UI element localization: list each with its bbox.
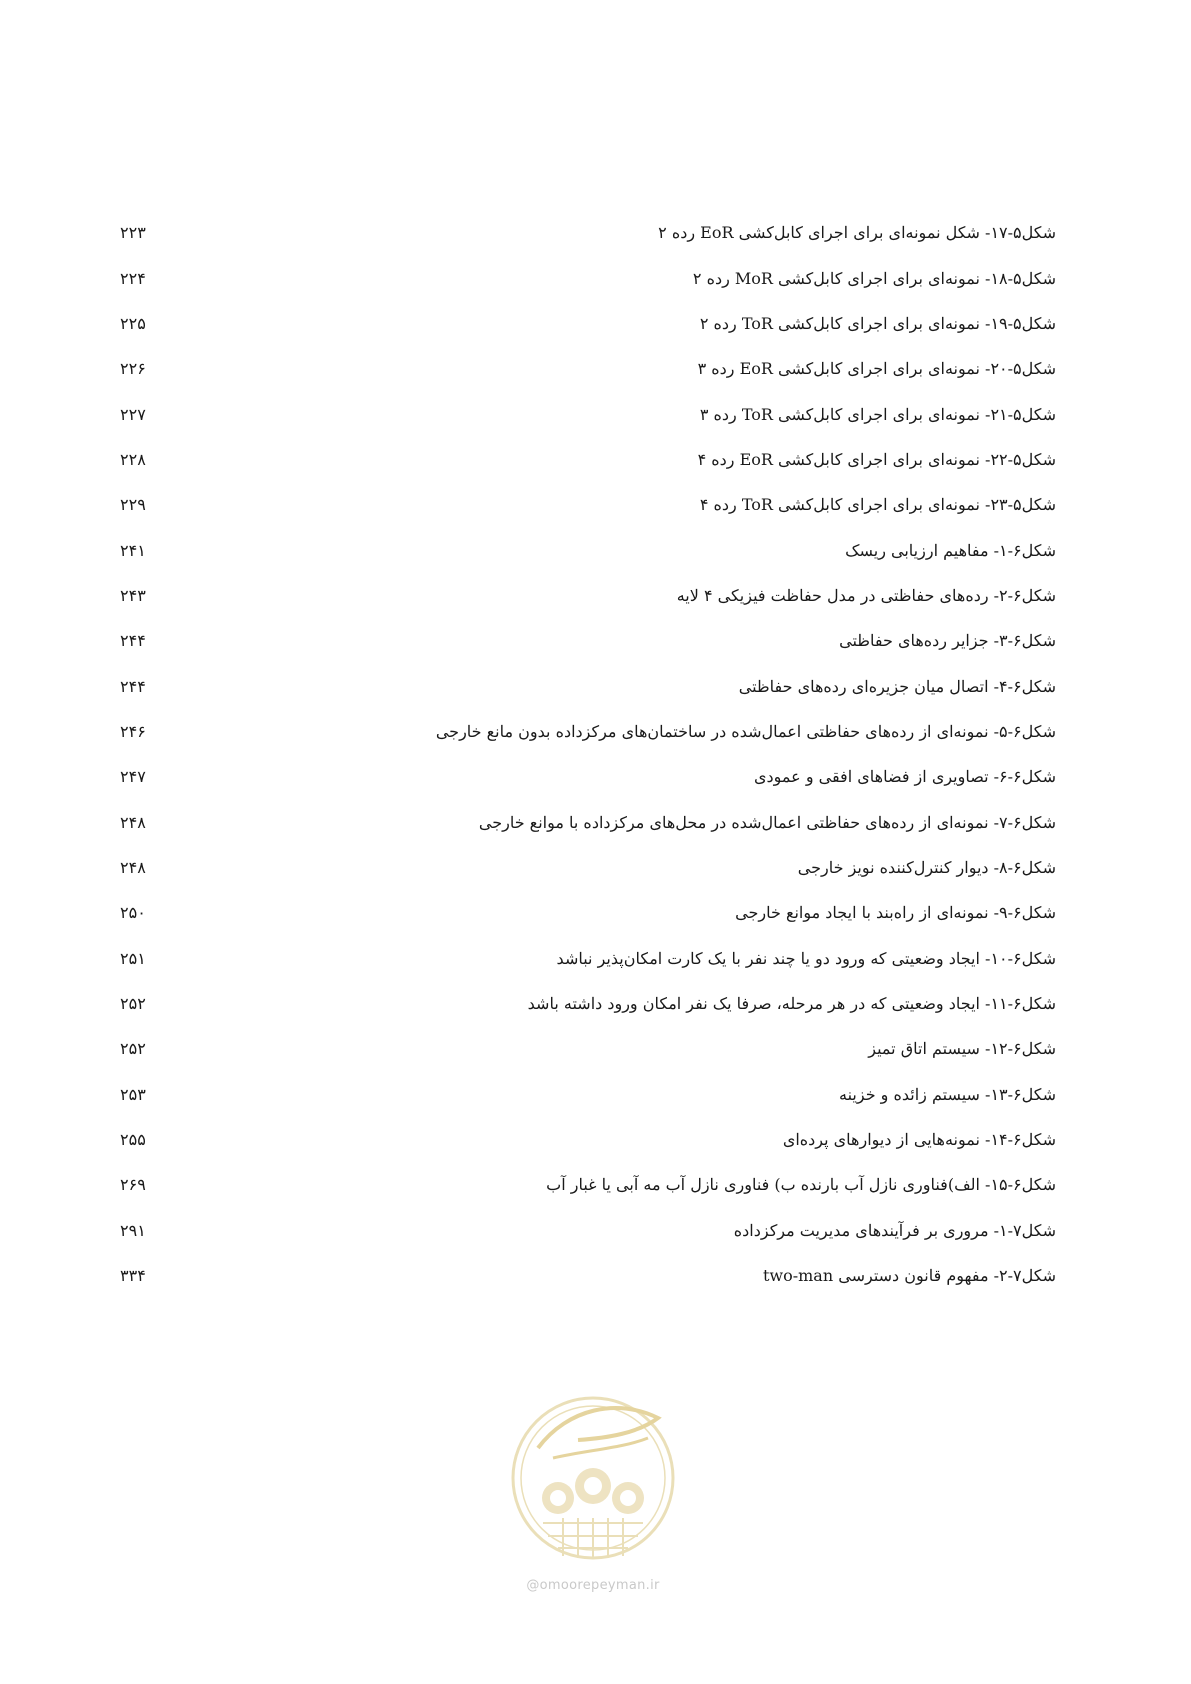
- toc-entry-title: شکل۷-۱- مروری بر فرآیندهای مدیریت مرکزداده: [733, 1220, 1056, 1240]
- toc-entry[interactable]: [120, 391, 1056, 436]
- toc-entry[interactable]: [120, 301, 1056, 346]
- toc-entry-title: شکل۶-۷- نمونه‌ای از رده‌های حفاظتی اعمال‌شده در محل‌های مرکزداده با موانع خارجی: [478, 812, 1056, 832]
- toc-entry-title: شکل۶-۱- مفاهیم ارزیابی ریسک: [845, 540, 1056, 560]
- toc-entry-page-number: ۲۲۳: [120, 223, 146, 243]
- toc-entry-title: شکل۶-۴- اتصال میان جزیره‌ای رده‌های حفاظتی: [738, 676, 1056, 696]
- toc-entry[interactable]: [120, 845, 1056, 890]
- toc-entry[interactable]: [120, 1208, 1056, 1253]
- toc-entry[interactable]: [120, 981, 1056, 1026]
- toc-entry-title: شکل۵-۲۳- نمونه‌ای برای اجرای کابل‌کشی ToR رده ۴: [699, 495, 1056, 515]
- toc-entry-title: شکل۶-۶- تصاویری از فضاهای افقی و عمودی: [754, 767, 1056, 787]
- toc-entry-page-number: ۲۴۱: [120, 540, 146, 560]
- toc-entry-title: شکل۵-۲۲- نمونه‌ای برای اجرای کابل‌کشی EoR رده ۴: [697, 449, 1056, 469]
- toc-entry-title: شکل۵-۱۹- نمونه‌ای برای اجرای کابل‌کشی ToR رده ۲: [699, 313, 1056, 333]
- toc-entry-page-number: ۲۴۶: [120, 721, 146, 741]
- toc-entry-page-number: ۲۵۳: [120, 1084, 146, 1104]
- toc-entry[interactable]: [120, 1162, 1056, 1207]
- toc-entry-title: شکل۶-۱۳- سیستم زائده و خزینه: [839, 1084, 1056, 1104]
- toc-entry-title: شکل۶-۱۴- نمونه‌هایی از دیوارهای پرده‌ای: [782, 1130, 1056, 1150]
- toc-entry-page-number: ۳۳۴: [120, 1266, 146, 1286]
- toc-entry-page-number: ۲۲۶: [120, 359, 146, 379]
- toc-entry-page-number: ۲۴۷: [120, 767, 146, 787]
- toc-entry[interactable]: [120, 754, 1056, 799]
- toc-entry[interactable]: [120, 255, 1056, 300]
- toc-entry-page-number: ۲۴۸: [120, 857, 146, 877]
- toc-entry-title: شکل۶-۳- جزایر رده‌های حفاظتی: [839, 631, 1056, 651]
- toc-entry[interactable]: [120, 1253, 1056, 1298]
- toc-entry-title: شکل۶-۱۵- الف)فناوری نازل آب بارنده ب) فناوری نازل آب مه آبی یا غبار آب: [546, 1175, 1056, 1195]
- toc-entry-title: شکل۵-۱۷- شکل نمونه‌ای برای اجرای کابل‌کشی EoR رده ۲: [658, 223, 1056, 243]
- toc-entry[interactable]: [120, 573, 1056, 618]
- toc-entry-page-number: ۲۲۸: [120, 449, 146, 469]
- toc-entry-page-number: ۲۵۲: [120, 994, 146, 1014]
- toc-entry-page-number: ۲۵۱: [120, 948, 146, 968]
- toc-entry-page-number: ۲۹۱: [120, 1220, 146, 1240]
- toc-entry-page-number: ۲۲۴: [120, 268, 146, 288]
- toc-entry-page-number: ۲۶۹: [120, 1175, 146, 1195]
- watermark-logo: [498, 1378, 688, 1598]
- toc-entry-title: شکل۶-۲- رده‌های حفاظتی در مدل حفاظت فیزیکی ۴ لایه: [676, 585, 1056, 605]
- toc-entry-page-number: ۲۲۹: [120, 495, 146, 515]
- toc-entry-title: شکل۶-۱۱- ایجاد وضعیتی که در هر مرحله، صرفا یک نفر امکان ورود داشته باشد: [527, 994, 1056, 1014]
- omoore-peyman-logo-icon: [498, 1378, 688, 1578]
- toc-entry-title: شکل۵-۲۱- نمونه‌ای برای اجرای کابل‌کشی ToR رده ۳: [699, 404, 1056, 424]
- toc-entry[interactable]: [120, 618, 1056, 663]
- toc-entry-page-number: ۲۴۳: [120, 585, 146, 605]
- toc-entry-title: شکل۵-۲۰- نمونه‌ای برای اجرای کابل‌کشی EoR رده ۳: [697, 359, 1056, 379]
- toc-entry-page-number: ۲۵۰: [120, 903, 146, 923]
- toc-entry[interactable]: [120, 663, 1056, 708]
- toc-entry-title: شکل۶-۵- نمونه‌ای از رده‌های حفاظتی اعمال‌شده در ساختمان‌های مرکزداده بدون مانع خارجی: [435, 721, 1056, 741]
- toc-entry[interactable]: [120, 936, 1056, 981]
- toc-entry[interactable]: [120, 890, 1056, 935]
- toc-entry[interactable]: [120, 346, 1056, 391]
- toc-entry[interactable]: [120, 210, 1056, 255]
- toc-entry-page-number: ۲۲۵: [120, 313, 146, 333]
- toc-entry[interactable]: [120, 482, 1056, 527]
- toc-entry-page-number: ۲۴۴: [120, 676, 146, 696]
- toc-entry-title: شکل۵-۱۸- نمونه‌ای برای اجرای کابل‌کشی MoR رده ۲: [692, 268, 1056, 288]
- watermark-url: @omoorepeyman.ir: [526, 1578, 660, 1593]
- toc-entry[interactable]: [120, 799, 1056, 844]
- toc-entry-page-number: ۲۴۸: [120, 812, 146, 832]
- table-of-figures: [120, 210, 1056, 1298]
- toc-entry[interactable]: [120, 1072, 1056, 1117]
- toc-entry-page-number: ۲۲۷: [120, 404, 146, 424]
- toc-entry[interactable]: [120, 527, 1056, 572]
- toc-entry[interactable]: [120, 1117, 1056, 1162]
- toc-entry[interactable]: [120, 1026, 1056, 1071]
- toc-entry-title: شکل۶-۸- دیوار کنترل‌کننده نویز خارجی: [797, 857, 1056, 877]
- toc-entry-title: شکل۶-۱۰- ایجاد وضعیتی که ورود دو یا چند نفر با یک کارت امکان‌پذیر نباشد: [556, 948, 1056, 968]
- toc-entry-page-number: ۲۵۲: [120, 1039, 146, 1059]
- toc-entry-page-number: ۲۵۵: [120, 1130, 146, 1150]
- toc-entry-title: شکل۷-۲- مفهوم قانون دسترسی two-man: [762, 1266, 1056, 1286]
- toc-entry-page-number: ۲۴۴: [120, 631, 146, 651]
- toc-entry[interactable]: [120, 437, 1056, 482]
- toc-entry-title: شکل۶-۹- نمونه‌ای از راه‌بند با ایجاد موانع خارجی: [735, 903, 1056, 923]
- toc-entry[interactable]: [120, 709, 1056, 754]
- toc-entry-title: شکل۶-۱۲- سیستم اتاق تمیز: [868, 1039, 1056, 1059]
